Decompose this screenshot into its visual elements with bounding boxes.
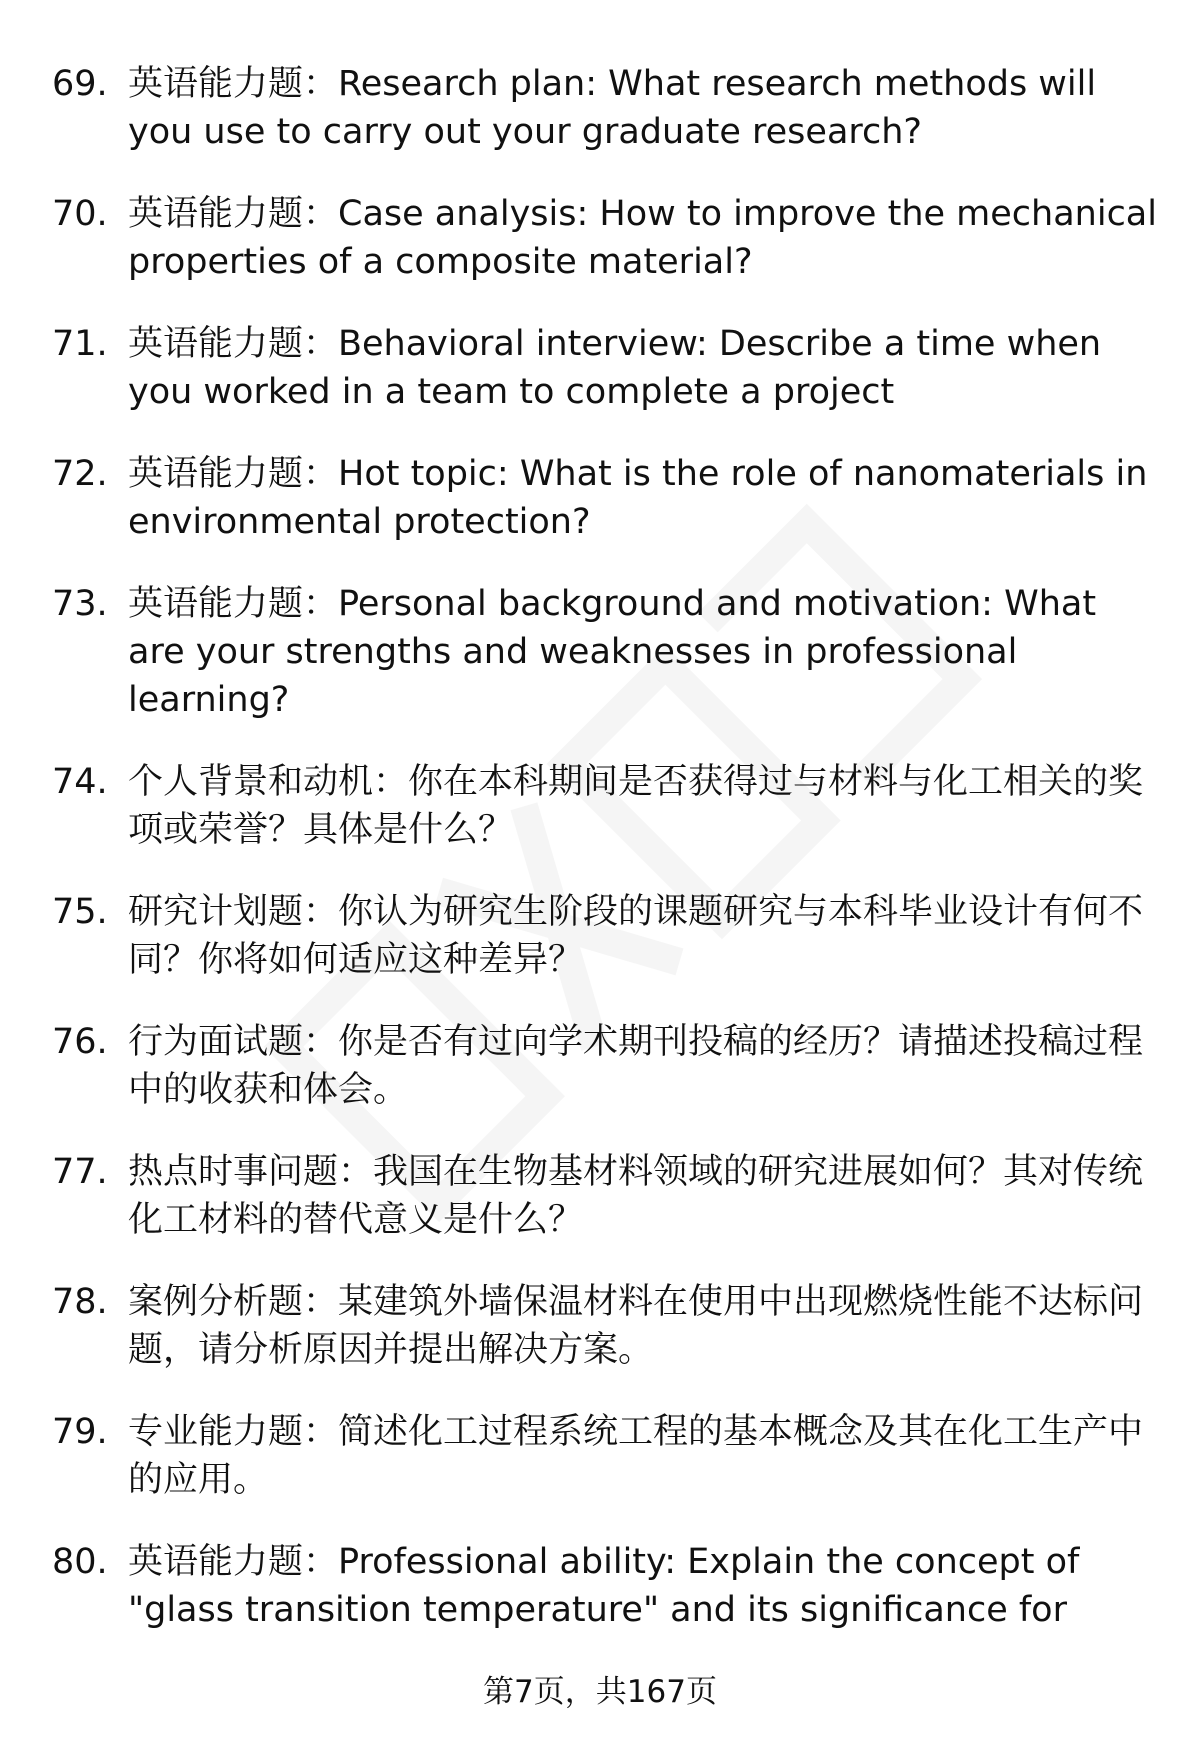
question-text: 英语能力题：Hot topic: What is the role of nanomaterials in environmental protection? bbox=[128, 454, 1148, 542]
question-text: 英语能力题：Behavioral interview: Describe a time when you worked in a team to complete a project bbox=[128, 324, 1102, 412]
question-item bbox=[52, 1018, 1160, 1114]
question-item bbox=[52, 60, 1160, 156]
question-number: 70. bbox=[52, 194, 108, 234]
question-number: 76. bbox=[52, 1022, 108, 1062]
question-number: 80. bbox=[52, 1542, 108, 1582]
question-text: 英语能力题：Case analysis: How to improve the mechanical properties of a composite material? bbox=[128, 194, 1157, 282]
question-item bbox=[52, 1408, 1160, 1504]
question-number: 69. bbox=[52, 64, 108, 104]
question-item bbox=[52, 320, 1160, 416]
question-text: 热点时事问题：我国在生物基材料领域的研究进展如何？其对传统化工材料的替代意义是什么？ bbox=[128, 1152, 1144, 1240]
question-text: 行为面试题：你是否有过向学术期刊投稿的经历？请描述投稿过程中的收获和体会。 bbox=[128, 1022, 1144, 1110]
question-text: 英语能力题：Professional ability: Explain the concept of "glass transition temperature" and its significance for bbox=[128, 1542, 1080, 1630]
question-item bbox=[52, 1538, 1160, 1634]
question-text: 英语能力题：Personal background and motivation: What are your strengths and weaknesses in professional learning? bbox=[128, 584, 1097, 720]
question-list bbox=[52, 60, 1160, 1668]
question-number: 77. bbox=[52, 1152, 108, 1192]
question-number: 74. bbox=[52, 762, 108, 802]
question-number: 72. bbox=[52, 454, 108, 494]
question-number: 71. bbox=[52, 324, 108, 364]
question-number: 79. bbox=[52, 1412, 108, 1452]
question-text: 专业能力题：简述化工过程系统工程的基本概念及其在化工生产中的应用。 bbox=[128, 1412, 1144, 1500]
page-footer: 第7页，共167页 bbox=[483, 1674, 717, 1710]
question-text: 个人背景和动机：你在本科期间是否获得过与材料与化工相关的奖项或荣誉？具体是什么？ bbox=[128, 762, 1144, 850]
question-item bbox=[52, 1148, 1160, 1244]
question-item bbox=[52, 450, 1160, 546]
question-number: 75. bbox=[52, 892, 108, 932]
question-item bbox=[52, 888, 1160, 984]
question-item bbox=[52, 580, 1160, 724]
question-item bbox=[52, 190, 1160, 286]
question-text: 研究计划题：你认为研究生阶段的课题研究与本科毕业设计有何不同？你将如何适应这种差异？ bbox=[128, 892, 1144, 980]
question-item bbox=[52, 1278, 1160, 1374]
question-number: 78. bbox=[52, 1282, 108, 1322]
question-item bbox=[52, 758, 1160, 854]
question-text: 案例分析题：某建筑外墙保温材料在使用中出现燃烧性能不达标问题，请分析原因并提出解决方案。 bbox=[128, 1282, 1144, 1370]
question-text: 英语能力题：Research plan: What research methods will you use to carry out your graduate research? bbox=[128, 64, 1097, 152]
question-number: 73. bbox=[52, 584, 108, 624]
